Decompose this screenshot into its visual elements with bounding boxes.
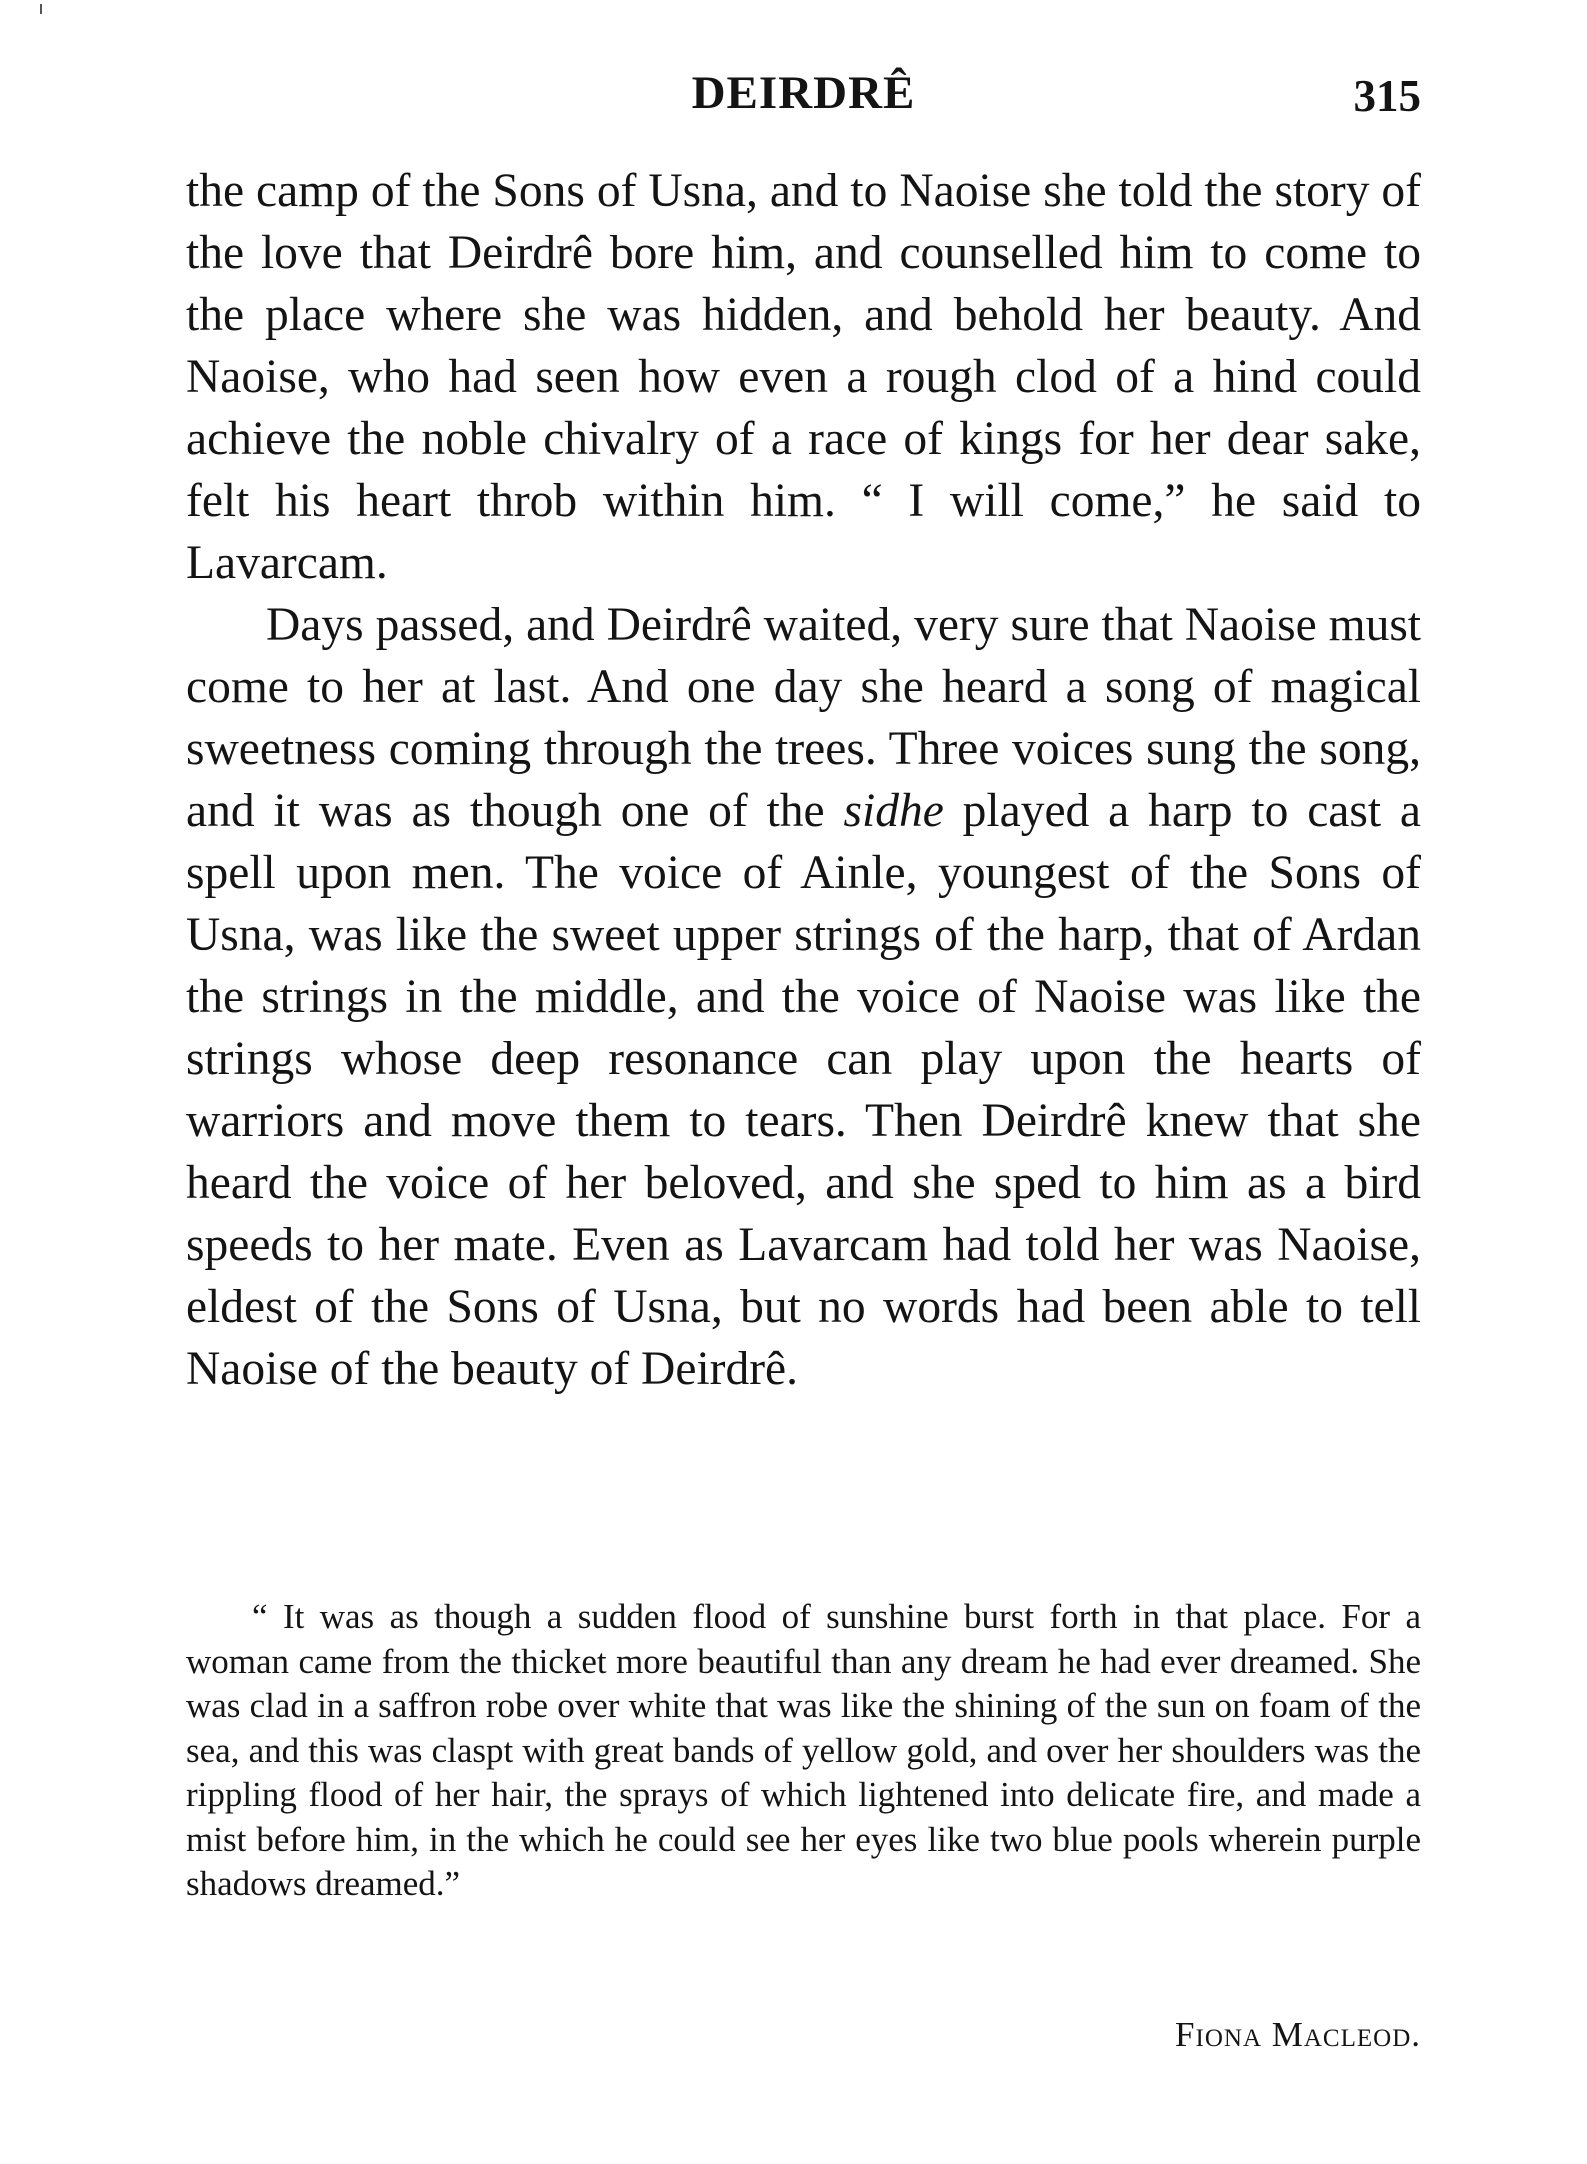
paragraph-2 xyxy=(186,594,1421,1400)
paragraph-2-part-2: played a harp to cast a spell upon men. The voice of Ainle, youngest of the Sons of Usna, was like the sweet upper strings of the harp, that of Ardan the strings in the middle, and the voice of Naoise was like the strings whose deep resonance can play upon the hearts of warriors and move them to tears. Then Deirdrê knew that she heard the voice of her beloved, and she sped to him as a bird speeds to her mate. Even as Lavarcam had told her was Naoise, eldest of the Sons of Usna, but no words had been able to tell Naoise of the beauty of Deirdrê. xyxy=(186,785,1422,1395)
block-quote xyxy=(186,1595,1421,1907)
running-title: DEIRDRÊ xyxy=(691,67,916,119)
quote-text: “ It was as though a sudden flood of sunshine burst forth in that place. For a woman came from the thicket more beautiful than any dream he had ever dreamed. She was clad in a saffron robe over white that was like the shining of the sun on foam of the sea, and this was claspt with great bands of yellow gold, and over her shoulders was the rippling flood of her hair, the sprays of which lightened into delicate fire, and made a mist before him, in the which he could see her eyes like two blue pools wherein purple shadows dreamed.” xyxy=(186,1597,1421,1903)
body-text xyxy=(186,160,1421,1400)
scan-mark xyxy=(40,4,42,14)
running-head xyxy=(186,66,1421,126)
paragraph-2-part-1: Days passed, and Deirdrê waited, very sure that Naoise must come to her at last. And one day she heard a song of magical sweetness coming through the trees. Three voices sung the song, and it was as though one of the xyxy=(186,599,1421,837)
paragraph-2-italic-word: sidhe xyxy=(843,785,944,837)
paragraph-1: the camp of the Sons of Usna, and to Naoise she told the story of the love that Deirdrê bore him, and counselled him to come to the place where she was hidden, and behold her beauty. And Naoise, who had seen how even a rough clod of a hind could achieve the noble chivalry of a race of kings for her dear sake, felt his heart throb within him. “ I will come,” he said to Lavarcam. xyxy=(186,165,1421,589)
page-number: 315 xyxy=(1353,71,1421,121)
quote-attribution: Fiona Macleod. xyxy=(1175,2015,1421,2054)
